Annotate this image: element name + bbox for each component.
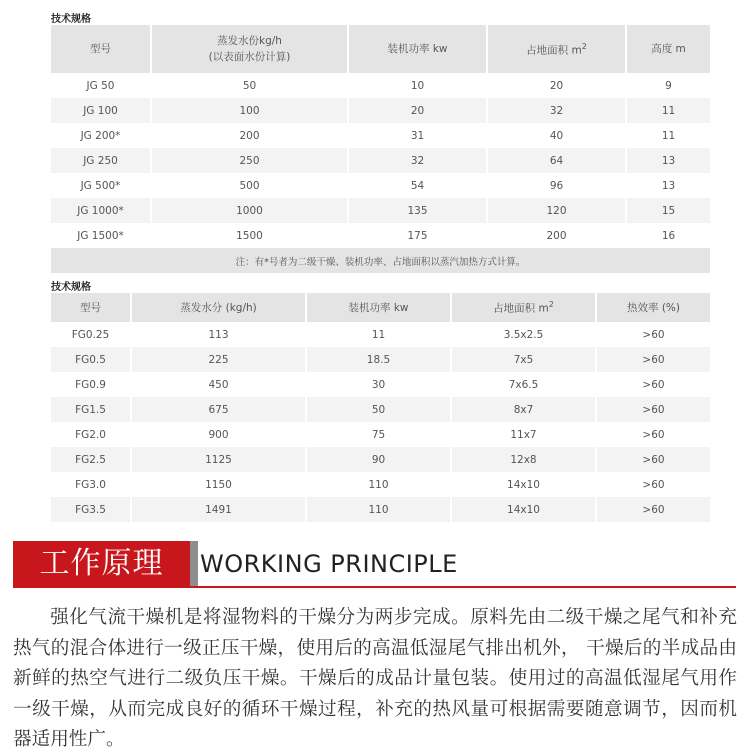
header-power: 装机功率 kw <box>306 293 451 322</box>
table-row <box>51 322 710 347</box>
table-cell: FG0.25 <box>51 322 131 347</box>
table-cell: 675 <box>131 397 306 422</box>
table-cell: >60 <box>596 372 710 397</box>
header-area-exponent: 2 <box>548 299 554 309</box>
table-cell: >60 <box>596 322 710 347</box>
table-cell: 30 <box>306 372 451 397</box>
table-cell: 40 <box>487 123 626 148</box>
table-cell: 110 <box>306 497 451 522</box>
principle-paragraph: 强化气流干燥机是将湿物料的干燥分为两步完成。原料先由二级干燥之尾气和补充热气的混合体进行一级正压干燥，使用后的高温低湿尾气排出机外， 干燥后的半成品由新鲜的热空气进行二级负压干燥。干燥后的成品计量包装。使用过的高温低湿尾气用作一级干燥，从而完成良好的循环干燥过程，补充的热风量可根据需要随意调节，因而机器适用性广。 <box>13 607 737 750</box>
table-cell: 20 <box>348 98 487 123</box>
table-cell: 250 <box>151 148 348 173</box>
table-cell: JG 250 <box>51 148 151 173</box>
table-cell: 13 <box>626 148 710 173</box>
table-cell: 14x10 <box>451 497 596 522</box>
table-cell: 200 <box>487 223 626 248</box>
table-cell: 3.5x2.5 <box>451 322 596 347</box>
header-area-exponent: 2 <box>581 42 587 52</box>
table-row <box>51 497 710 522</box>
section-banner <box>13 541 736 587</box>
table-header-row <box>51 293 710 322</box>
table-cell: 10 <box>348 73 487 98</box>
table-cell: >60 <box>596 472 710 497</box>
table-cell: 11 <box>626 123 710 148</box>
header-model: 型号 <box>51 25 151 73</box>
table-cell: >60 <box>596 497 710 522</box>
table-cell: 50 <box>151 73 348 98</box>
table-row <box>51 472 710 497</box>
table-cell: 110 <box>306 472 451 497</box>
header-power: 装机功率 kw <box>348 25 487 73</box>
table-cell: 15 <box>626 198 710 223</box>
table-cell: 12x8 <box>451 447 596 472</box>
header-evaporation-line1: 蒸发水份kg/h <box>217 35 282 47</box>
table-cell: JG 100 <box>51 98 151 123</box>
table-cell: 11 <box>626 98 710 123</box>
banner-underline <box>13 586 736 588</box>
table-cell: 96 <box>487 173 626 198</box>
table-row <box>51 422 710 447</box>
table-cell: 11 <box>306 322 451 347</box>
table-row <box>51 397 710 422</box>
table-cell: 1491 <box>131 497 306 522</box>
table-cell: 11x7 <box>451 422 596 447</box>
table-cell: FG0.9 <box>51 372 131 397</box>
table-cell: 175 <box>348 223 487 248</box>
table-cell: FG2.0 <box>51 422 131 447</box>
table-cell: 16 <box>626 223 710 248</box>
table-cell: 113 <box>131 322 306 347</box>
table-cell: 32 <box>348 148 487 173</box>
table-row <box>51 148 710 173</box>
table-cell: FG1.5 <box>51 397 131 422</box>
spec-table-jg <box>51 25 710 273</box>
table-row <box>51 73 710 98</box>
table1-title: 技术规格 <box>51 14 91 25</box>
banner-title-cn: 工作原理 <box>13 541 190 587</box>
table-cell: 1000 <box>151 198 348 223</box>
table-cell: 20 <box>487 73 626 98</box>
table-cell: FG2.5 <box>51 447 131 472</box>
table-cell: 7x6.5 <box>451 372 596 397</box>
banner-title-en: WORKING PRINCIPLE <box>200 550 458 578</box>
header-efficiency: 热效率 (%) <box>596 293 710 322</box>
table-cell: >60 <box>596 422 710 447</box>
table-header-row <box>51 25 710 73</box>
table-cell: >60 <box>596 447 710 472</box>
header-area <box>451 293 596 322</box>
table-cell: 8x7 <box>451 397 596 422</box>
table-cell: 75 <box>306 422 451 447</box>
table-row <box>51 198 710 223</box>
table-cell: 1150 <box>131 472 306 497</box>
table-cell: 1125 <box>131 447 306 472</box>
table-cell: 90 <box>306 447 451 472</box>
header-model: 型号 <box>51 293 131 322</box>
table-cell: >60 <box>596 347 710 372</box>
header-area-label: 占地面积 m <box>493 302 549 315</box>
table-cell: 32 <box>487 98 626 123</box>
table-cell: JG 1500* <box>51 223 151 248</box>
table-row <box>51 347 710 372</box>
table-row <box>51 123 710 148</box>
table-cell: JG 50 <box>51 73 151 98</box>
table-cell: 900 <box>131 422 306 447</box>
spec-table-fg <box>51 293 710 522</box>
table-cell: 14x10 <box>451 472 596 497</box>
banner-shadow <box>190 541 198 587</box>
table-cell: FG3.5 <box>51 497 131 522</box>
table-cell: 200 <box>151 123 348 148</box>
table-cell: 120 <box>487 198 626 223</box>
header-area-label: 占地面积 m <box>526 44 582 57</box>
table-cell: 9 <box>626 73 710 98</box>
table-cell: 50 <box>306 397 451 422</box>
table-cell: 13 <box>626 173 710 198</box>
table-cell: 225 <box>131 347 306 372</box>
table-cell: 7x5 <box>451 347 596 372</box>
table-row <box>51 173 710 198</box>
table-row <box>51 447 710 472</box>
table-cell: 100 <box>151 98 348 123</box>
table-cell: 1500 <box>151 223 348 248</box>
table-cell: 135 <box>348 198 487 223</box>
table-cell: 450 <box>131 372 306 397</box>
table-row <box>51 372 710 397</box>
table-cell: JG 1000* <box>51 198 151 223</box>
header-height: 高度 m <box>626 25 710 73</box>
table2-title: 技术规格 <box>51 282 91 293</box>
table-note: 注：有*号者为二级干燥、装机功率、占地面积以蒸汽加热方式计算。 <box>51 248 710 273</box>
table-row <box>51 98 710 123</box>
table-cell: >60 <box>596 397 710 422</box>
header-evaporation <box>151 25 348 73</box>
table-cell: 54 <box>348 173 487 198</box>
table-row <box>51 223 710 248</box>
header-evaporation: 蒸发水分 (kg/h) <box>131 293 306 322</box>
table-cell: JG 200* <box>51 123 151 148</box>
header-evaporation-line2: (以表面水份计算) <box>208 51 291 63</box>
table-cell: 64 <box>487 148 626 173</box>
table-cell: FG0.5 <box>51 347 131 372</box>
table-cell: JG 500* <box>51 173 151 198</box>
table-cell: 500 <box>151 173 348 198</box>
table-cell: 18.5 <box>306 347 451 372</box>
table-cell: 31 <box>348 123 487 148</box>
header-area <box>487 25 626 73</box>
table-cell: FG3.0 <box>51 472 131 497</box>
